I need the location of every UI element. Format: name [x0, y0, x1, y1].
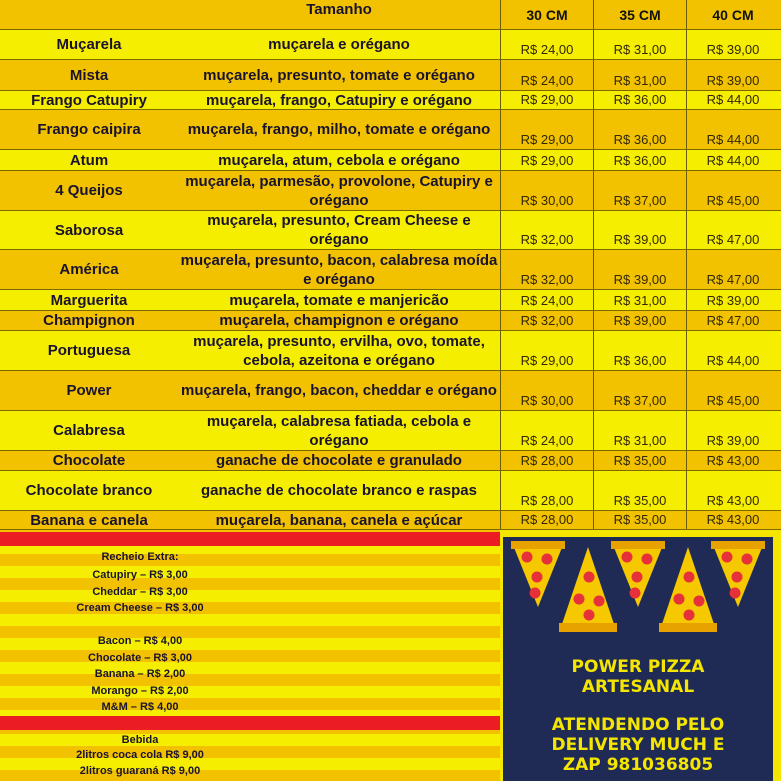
pizza-slice-icon [659, 547, 717, 632]
price-cell: R$ 30,00 [500, 371, 593, 410]
table-row [0, 30, 781, 60]
price-cell: R$ 47,00 [686, 211, 779, 249]
table-row [0, 60, 781, 91]
pizza-name: Muçarela [56, 36, 122, 53]
pizza-name: Champignon [43, 312, 135, 329]
price-cell: R$ 47,00 [686, 250, 779, 289]
price-cell: R$ 24,00 [500, 30, 593, 59]
table-row [0, 91, 781, 110]
price-cell: R$ 32,00 [500, 211, 593, 249]
pizza-slice-icon [511, 541, 565, 607]
price-cell: R$ 29,00 [500, 331, 593, 370]
price-cell: R$ 28,00 [500, 451, 593, 470]
promo-phone-line: ZAP 981036805 [562, 755, 714, 775]
pizza-slice-icon [611, 541, 665, 607]
price-cell: R$ 44,00 [686, 110, 779, 149]
table-row [0, 451, 781, 471]
table-row [0, 211, 781, 250]
drinks-title: Bebida [121, 734, 159, 746]
price-cell: R$ 24,00 [500, 60, 593, 90]
promo-delivery-line2: DELIVERY MUCH E [551, 735, 725, 755]
promo-brand-line1: POWER PIZZA [571, 657, 705, 677]
pizza-name: Atum [69, 151, 109, 169]
promo-box [503, 537, 773, 781]
extra-item: Banana – R$ 2,00 [94, 668, 186, 680]
red-divider [0, 532, 500, 546]
table-row [0, 290, 781, 311]
price-cell: R$ 39,00 [593, 211, 686, 249]
pizza-name: Power [66, 382, 112, 399]
pizza-name: Portuguesa [47, 342, 131, 359]
table-row [0, 471, 781, 511]
pizza-description: muçarela, frango, Catupiry e orégano [206, 91, 472, 109]
table-row [0, 331, 781, 371]
pizza-description: muçarela, presunto, bacon, calabresa moída e orégano [180, 251, 498, 288]
price-cell: R$ 35,00 [593, 511, 686, 529]
extra-item: Cheddar – R$ 3,00 [92, 586, 188, 598]
extra-item: Cream Cheese – R$ 3,00 [76, 602, 204, 614]
price-cell: R$ 44,00 [686, 150, 779, 170]
price-cell: R$ 45,00 [686, 371, 779, 410]
price-cell: R$ 32,00 [500, 311, 593, 330]
price-cell: R$ 36,00 [593, 91, 686, 109]
price-cell: R$ 37,00 [593, 371, 686, 410]
price-cell: R$ 36,00 [593, 331, 686, 370]
pizza-slice-icon [559, 547, 617, 632]
pizza-description: ganache de chocolate branco e raspas [201, 482, 477, 499]
table-row [0, 250, 781, 290]
price-cell: R$ 31,00 [593, 411, 686, 450]
price-cell: R$ 39,00 [686, 411, 779, 450]
pizza-name: Mista [69, 66, 109, 84]
pizza-description: muçarela e orégano [268, 36, 410, 53]
price-cell: R$ 31,00 [593, 30, 686, 59]
pizza-description: muçarela, frango, bacon, cheddar e orégano [181, 382, 497, 399]
price-cell: R$ 24,00 [500, 411, 593, 450]
pizza-description: muçarela, presunto, Cream Cheese e orégano [207, 212, 471, 248]
price-cell: R$ 39,00 [686, 290, 779, 310]
pizza-slice-icon [711, 541, 765, 607]
price-cell: R$ 39,00 [593, 311, 686, 330]
table-row [0, 171, 781, 211]
pizza-description: muçarela, atum, cebola e orégano [218, 151, 460, 169]
pizza-name: América [59, 261, 119, 278]
price-cell: R$ 30,00 [500, 171, 593, 210]
header-tamanho: Tamanho [306, 1, 372, 18]
pizza-description: muçarela, presunto, tomate e orégano [203, 66, 475, 84]
pizza-name: Chocolate [52, 452, 126, 469]
price-cell: R$ 35,00 [593, 451, 686, 470]
pizza-description: muçarela, presunto, ervilha, ovo, tomate, cebola, azeitona e orégano [193, 332, 485, 369]
price-cell: R$ 39,00 [593, 250, 686, 289]
pizza-name: Marguerita [50, 291, 128, 309]
price-cell: R$ 37,00 [593, 171, 686, 210]
table-row [0, 110, 781, 150]
price-cell: R$ 28,00 [500, 471, 593, 510]
extra-item: Catupiry – R$ 3,00 [92, 569, 188, 581]
table-row [0, 511, 781, 530]
price-cell: R$ 43,00 [686, 451, 779, 470]
pizza-description: muçarela, champignon e orégano [219, 312, 459, 329]
table-header-row [0, 0, 781, 30]
price-cell: R$ 32,00 [500, 250, 593, 289]
pizza-description: muçarela, tomate e manjericão [229, 291, 449, 309]
extra-item: M&M – R$ 4,00 [101, 701, 179, 713]
promo-brand-line2: ARTESANAL [581, 677, 695, 697]
price-cell: R$ 39,00 [686, 30, 779, 59]
extra-item: Chocolate – R$ 3,00 [88, 652, 192, 664]
pizza-name: 4 Queijos [55, 182, 123, 199]
table-row [0, 411, 781, 451]
pizza-name: Chocolate branco [25, 482, 153, 499]
price-cell: R$ 29,00 [500, 91, 593, 109]
price-cell: R$ 47,00 [686, 311, 779, 330]
price-cell: R$ 35,00 [593, 471, 686, 510]
price-cell: R$ 29,00 [500, 150, 593, 170]
header-empty-cell [0, 0, 178, 29]
drink-item: 2litros guaraná R$ 9,00 [79, 765, 201, 777]
pizza-slices-illustration [503, 537, 773, 637]
extras-title: Recheio Extra: [101, 551, 179, 563]
table-row [0, 311, 781, 331]
price-cell: R$ 31,00 [593, 60, 686, 90]
drink-item: 2litros coca cola R$ 9,00 [76, 749, 204, 761]
price-cell: R$ 44,00 [686, 331, 779, 370]
extra-item: Morango – R$ 2,00 [91, 685, 189, 697]
pizza-description: muçarela, frango, milho, tomate e orégano [187, 121, 491, 138]
size-header: 40 CM [686, 0, 779, 29]
price-cell: R$ 36,00 [593, 110, 686, 149]
pizza-description: ganache de chocolate e granulado [216, 452, 462, 469]
table-row [0, 371, 781, 411]
price-cell: R$ 45,00 [686, 171, 779, 210]
price-cell: R$ 24,00 [500, 290, 593, 310]
pizza-name: Frango Catupiry [31, 91, 147, 109]
price-cell: R$ 43,00 [686, 471, 779, 510]
price-cell: R$ 44,00 [686, 91, 779, 109]
size-header: 35 CM [593, 0, 686, 29]
size-header: 30 CM [500, 0, 593, 29]
pizza-description: muçarela, banana, canela e açúcar [215, 511, 463, 529]
price-cell: R$ 39,00 [686, 60, 779, 90]
pizza-description: muçarela, parmesão, provolone, Catupiry e orégano [185, 172, 493, 209]
extras-section [0, 530, 500, 781]
pizza-name: Banana e canela [30, 511, 148, 529]
price-cell: R$ 43,00 [686, 511, 779, 529]
pizza-description: muçarela, calabresa fatiada, cebola e orégano [206, 412, 472, 449]
price-cell: R$ 36,00 [593, 150, 686, 170]
price-cell: R$ 28,00 [500, 511, 593, 529]
table-row [0, 150, 781, 171]
promo-delivery-line1: ATENDENDO PELO [551, 715, 725, 735]
price-cell: R$ 31,00 [593, 290, 686, 310]
pizza-name: Frango caipira [37, 121, 141, 138]
pizza-name: Saborosa [54, 221, 124, 239]
red-divider [0, 716, 500, 730]
pizza-name: Calabresa [53, 422, 125, 439]
extra-item: Bacon – R$ 4,00 [97, 635, 183, 647]
price-cell: R$ 29,00 [500, 110, 593, 149]
